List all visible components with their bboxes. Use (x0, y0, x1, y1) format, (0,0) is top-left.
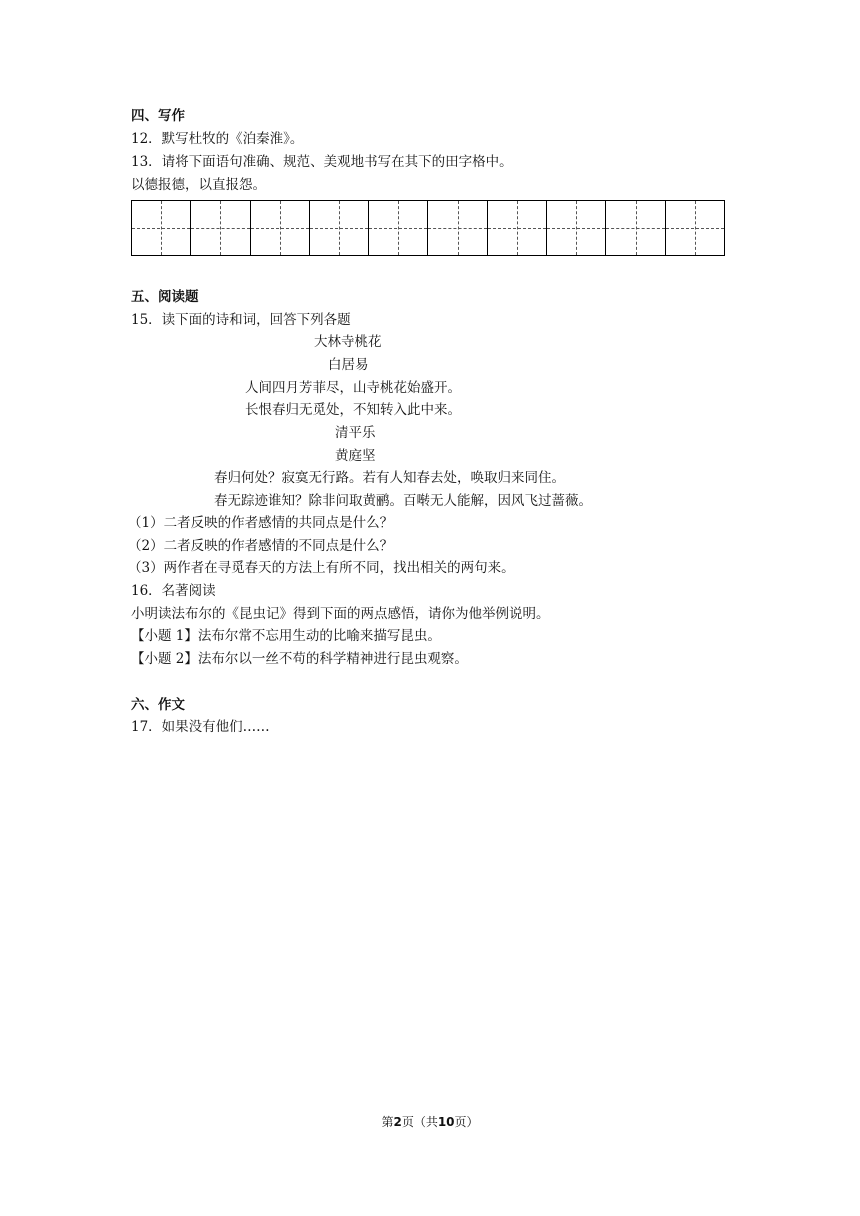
poem2-line1: 春归何处？寂寞无行路。若有人知春去处，唤取归来同住。 (214, 470, 565, 486)
question-16: 16．名著阅读 (131, 583, 216, 599)
poem1-line2: 长恨春归无觅处，不知转入此中来。 (245, 402, 461, 418)
page-footer (0, 1113, 860, 1130)
poem2-line2: 春无踪迹谁知？除非问取黄鹂。百啭无人能解，因风飞过蔷薇。 (214, 493, 592, 509)
sub-question-2: （2）二者反映的作者感情的不同点是什么？ (128, 538, 394, 554)
grid-cell (606, 201, 665, 255)
grid-cell (666, 201, 724, 255)
grid-cell (191, 201, 250, 255)
footer-total-pages: 10 (437, 1115, 455, 1129)
poem1-author: 白居易 (328, 357, 369, 373)
question-16-intro: 小明读法布尔的《昆虫记》得到下面的两点感悟，请你为他举例说明。 (131, 606, 550, 622)
footer-suffix: 页） (454, 1115, 479, 1129)
grid-cell (369, 201, 428, 255)
footer-page-number: 2 (393, 1115, 402, 1129)
footer-mid: 页（共 (401, 1115, 438, 1129)
question-17: 17．如果没有他们…… (131, 719, 270, 735)
footer-prefix: 第 (381, 1115, 394, 1129)
grid-cell (547, 201, 606, 255)
poem1-line1: 人间四月芳菲尽，山寺桃花始盛开。 (245, 380, 461, 396)
section-heading-writing: 四、写作 (131, 108, 185, 124)
tianzi-grid (131, 200, 725, 256)
question-16-item-1: 【小题 1】法布尔常不忘用生动的比喻来描写昆虫。 (131, 628, 441, 644)
sub-question-1: （1）二者反映的作者感情的共同点是什么？ (128, 515, 394, 531)
grid-cell (251, 201, 310, 255)
sub-question-3: （3）两作者在寻觅春天的方法上有所不同，找出相关的两句来。 (128, 560, 515, 576)
section-heading-reading: 五、阅读题 (131, 289, 199, 305)
question-16-item-2: 【小题 2】法布尔以一丝不苟的科学精神进行昆虫观察。 (131, 651, 468, 667)
question-15: 15．读下面的诗和词，回答下列各题 (131, 312, 351, 328)
poem2-author: 黄庭坚 (335, 448, 376, 464)
grid-cell (428, 201, 487, 255)
question-13: 13．请将下面语句准确、规范、美观地书写在其下的田字格中。 (131, 154, 513, 170)
question-13-text: 以德报德，以直报怨。 (131, 177, 266, 193)
poem2-title: 清平乐 (335, 425, 376, 441)
section-heading-essay: 六、作文 (131, 697, 185, 713)
grid-cell (132, 201, 191, 255)
grid-cell (310, 201, 369, 255)
poem1-title: 大林寺桃花 (314, 334, 382, 350)
grid-cell (488, 201, 547, 255)
question-12: 12．默写杜牧的《泊秦淮》。 (131, 131, 304, 147)
